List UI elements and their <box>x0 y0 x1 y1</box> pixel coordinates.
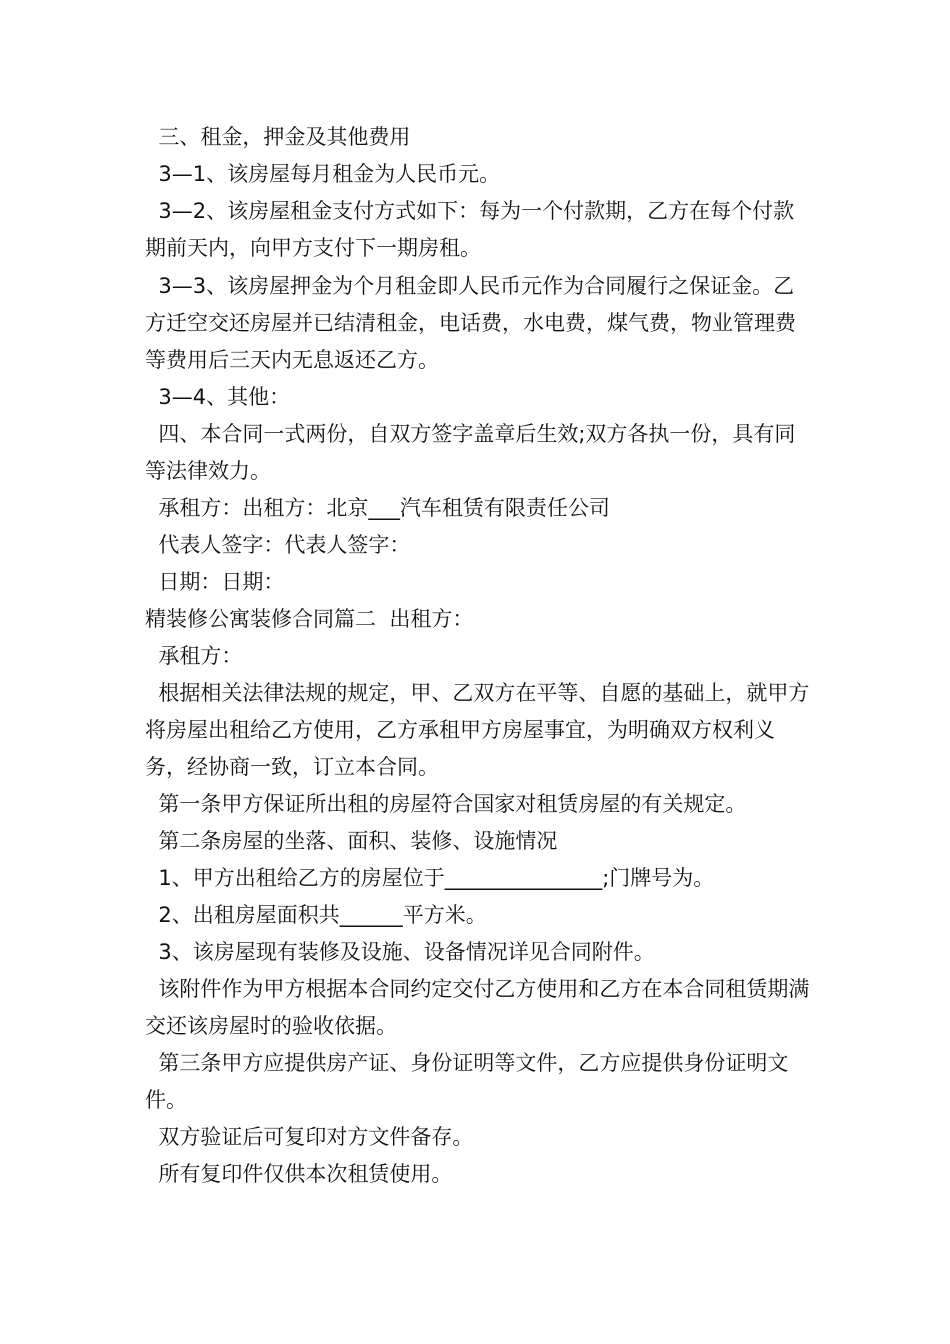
paragraph-article-2-item-3: 3、该房屋现有装修及设施、设备情况详见合同附件。 <box>145 940 655 964</box>
paragraph-lessee: 承租方： <box>145 644 243 668</box>
paragraph-preamble: 根据相关法律法规的规定，甲、乙双方在平等、自愿的基础上，就甲方将房屋出租给乙方使用，乙方承租甲方房屋事宜，为明确双方权利义务，经协商一致，订立本合同。 <box>145 681 810 779</box>
paragraph-article-3: 第三条甲方应提供房产证、身份证明等文件，乙方应提供身份证明文件。 <box>145 1051 789 1112</box>
paragraph-copy-verify: 双方验证后可复印对方文件备存。 <box>145 1125 474 1149</box>
paragraph-article-1: 第一条甲方保证所出租的房屋符合国家对租赁房屋的有关规定。 <box>145 792 747 816</box>
paragraph-article-2: 第二条房屋的坐落、面积、装修、设施情况 <box>145 829 558 853</box>
paragraph-section-3-heading: 三、租金，押金及其他费用 <box>145 125 411 149</box>
paragraph-parties: 承租方：出租方：北京___汽车租赁有限责任公司 <box>145 496 610 520</box>
paragraph-contract-two-title: 精装修公寓装修合同篇二 出租方： <box>145 607 474 631</box>
paragraph-3-3: 3—3、该房屋押金为个月租金即人民币元作为合同履行之保证金。乙方迁空交还房屋并已结清租金，电话费，水电费，煤气费，物业管理费等费用后三天内无息返还乙方。 <box>145 274 796 372</box>
paragraph-article-2-item-2: 2、出租房屋面积共______平方米。 <box>145 903 487 927</box>
paragraph-3-2: 3—2、该房屋租金支付方式如下：每为一个付款期，乙方在每个付款期前天内，向甲方支付下一期房租。 <box>145 199 795 260</box>
paragraph-signatures: 代表人签字：代表人签字： <box>145 533 411 557</box>
paragraph-article-2-item-1: 1、甲方出租给乙方的房屋位于_______________;门牌号为。 <box>145 866 715 890</box>
paragraph-3-1: 3—1、该房屋每月租金为人民币元。 <box>145 162 501 186</box>
paragraph-copy-use: 所有复印件仅供本次租赁使用。 <box>145 1162 453 1186</box>
paragraph-3-4: 3—4、其他： <box>145 385 291 409</box>
paragraph-section-4: 四、本合同一式两份，自双方签字盖章后生效;双方各执一份，具有同等法律效力。 <box>145 422 796 483</box>
paragraph-dates: 日期：日期： <box>145 570 285 594</box>
paragraph-attachment: 该附件作为甲方根据本合同约定交付乙方使用和乙方在本合同租赁期满交还该房屋时的验收依据。 <box>145 977 810 1038</box>
